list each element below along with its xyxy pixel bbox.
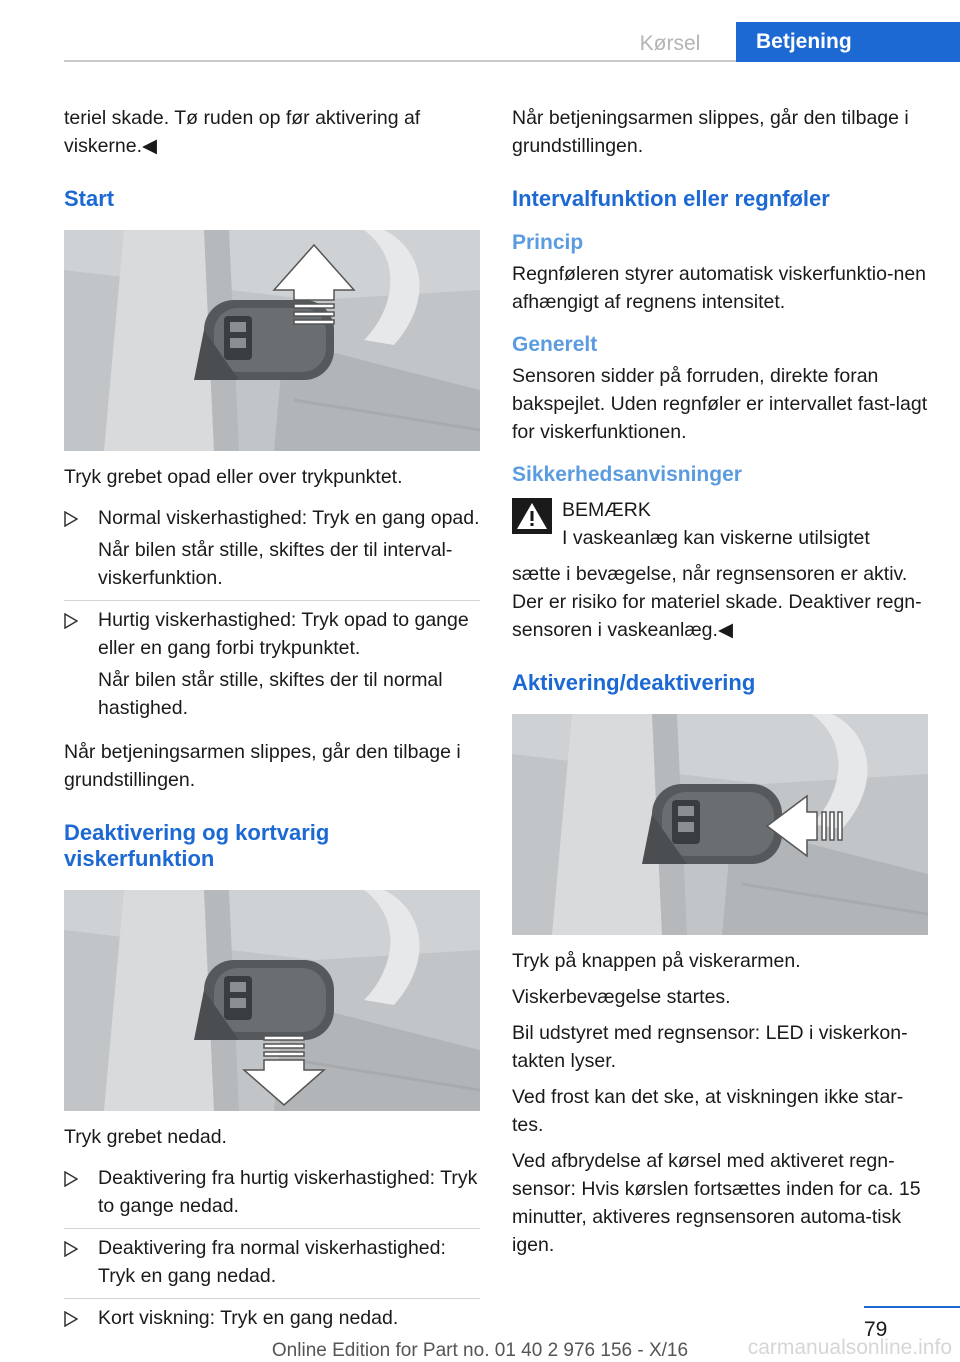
- wiper-button-press-illustration: [512, 714, 928, 935]
- triangle-bullet-icon: [64, 613, 78, 629]
- deactivation-bullet-list: [64, 1159, 480, 1340]
- wiper-lever-down-illustration: [64, 890, 480, 1111]
- triangle-bullet-icon: [64, 511, 78, 527]
- list-item-note: Når bilen står stille, skiftes der til normal hastighed.: [98, 669, 443, 719]
- list-item-text: Hurtig viskerhastighed: Tryk opad to gange eller en gang forbi trykpunktet.: [98, 609, 469, 659]
- list-item: [64, 1229, 480, 1299]
- header-rule: [64, 60, 736, 62]
- activation-heading: Aktivering/deaktivering: [512, 670, 756, 695]
- princip-paragraph: Regnføleren styrer automatisk viskerfunktio-nen afhængigt af regnens intensitet.: [512, 263, 927, 313]
- triangle-bullet-icon: [64, 1241, 78, 1257]
- list-item-text: Kort viskning: Tryk en gang nedad.: [98, 1307, 399, 1329]
- activation-paragraph: Ved afbrydelse af kørsel med aktiveret regn-sensor: Hvis kørslen fortsættes inden for ca. 15 minutter, aktiveres regnsensoren automa-tisk igen.: [512, 1150, 921, 1256]
- wiper-lever-up-illustration: [64, 230, 480, 451]
- header-active-tab[interactable]: Betjening: [736, 22, 960, 62]
- activation-paragraph: Bil udstyret med regnsensor: LED i viskerkon-takten lyser.: [512, 1022, 908, 1072]
- start-caption: Tryk grebet opad eller over trykpunktet.: [64, 466, 403, 488]
- edition-footer: Online Edition for Part no. 01 40 2 976 156 - X/16: [271, 1340, 689, 1361]
- activation-paragraph: Tryk på knappen på viskerarmen.: [512, 950, 801, 972]
- footer-rule: [864, 1306, 960, 1308]
- warning-triangle-icon: [512, 498, 552, 534]
- release-paragraph: Når betjeningsarmen slippes, går den tilbage i grundstillingen.: [512, 107, 909, 157]
- triangle-bullet-icon: [64, 1171, 78, 1187]
- header-section-label[interactable]: Kørsel: [639, 32, 701, 55]
- list-item-text: Normal viskerhastighed: Tryk en gang opad.: [98, 507, 480, 529]
- page-header: [0, 22, 960, 62]
- list-item-text: Deaktivering fra hurtig viskerhastighed: Tryk to gange nedad.: [98, 1167, 478, 1217]
- generelt-heading: Generelt: [512, 333, 598, 356]
- list-item-text: Deaktivering fra normal viskerhastighed: Tryk en gang nedad.: [98, 1237, 446, 1287]
- list-item: [64, 601, 480, 730]
- list-item: [64, 1299, 480, 1340]
- warning-label: BEMÆRK: [562, 499, 651, 521]
- left-column: [64, 104, 480, 1348]
- deactivation-heading: Deaktivering og kortvarig viskerfunktion: [64, 820, 330, 871]
- activation-paragraph: Ved frost kan det ske, at viskningen ikke star-tes.: [512, 1086, 904, 1136]
- right-column: [512, 104, 928, 1267]
- warning-text: sætte i bevægelse, når regnsensoren er aktiv. Der er risiko for materiel skade. Deaktiver regn-sensoren i vaskeanlæg.◀: [512, 563, 922, 641]
- generelt-paragraph: Sensoren sidder på forruden, direkte foran bakspejlet. Uden regnføler er intervallet fast-lagt for viskerfunktionen.: [512, 365, 928, 443]
- watermark: carmanualsonline.info: [747, 1336, 952, 1359]
- intro-paragraph: teriel skade. Tø ruden op før aktivering af viskerne.◀: [64, 107, 421, 157]
- princip-heading: Princip: [512, 231, 584, 254]
- start-heading: Start: [64, 186, 115, 211]
- start-bullet-list: [64, 499, 480, 730]
- activation-paragraph: Viskerbevægelse startes.: [512, 986, 731, 1008]
- safety-heading: Sikkerhedsanvisninger: [512, 463, 742, 486]
- triangle-bullet-icon: [64, 1311, 78, 1327]
- list-item-note: Når bilen står stille, skiftes der til interval-viskerfunktion.: [98, 539, 453, 589]
- release-paragraph: Når betjeningsarmen slippes, går den tilbage i grundstillingen.: [64, 741, 461, 791]
- interval-heading: Intervalfunktion eller regnføler: [512, 186, 830, 211]
- warning-first-line: I vaskeanlæg kan viskerne utilsigtet: [562, 527, 870, 549]
- list-item: [64, 499, 480, 601]
- page-number: 79: [864, 1318, 888, 1341]
- list-item: [64, 1159, 480, 1229]
- deactivation-caption: Tryk grebet nedad.: [64, 1126, 227, 1148]
- warning-note: [512, 496, 928, 552]
